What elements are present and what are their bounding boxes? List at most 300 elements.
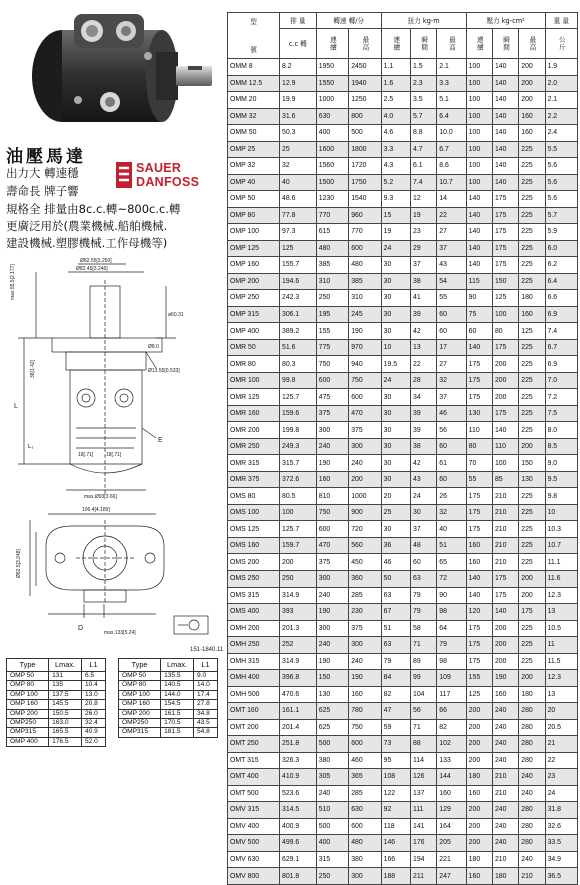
spec-row-cell: 110 — [492, 438, 518, 455]
spec-row — [228, 339, 578, 356]
spec-row-cell: 6.4 — [545, 273, 577, 290]
dim-row-cell: 43.5 — [193, 719, 217, 728]
spec-row-cell: OMR 315 — [228, 455, 280, 472]
dim-row — [7, 690, 106, 699]
spec-row-cell: 75 — [466, 306, 492, 323]
dim-row — [119, 672, 218, 681]
spec-row-cell: 5.7 — [545, 207, 577, 224]
spec-row-cell: 5.5 — [545, 141, 577, 158]
spec-row-cell: 30 — [381, 306, 410, 323]
spec-row — [228, 422, 578, 439]
spec-row-cell: 175 — [492, 191, 518, 208]
spec-row-cell: 140 — [492, 604, 518, 621]
label-len-38: 38[1.42] — [30, 359, 36, 378]
spec-row-cell: 630 — [349, 802, 381, 819]
dim-row-cell: 54.8 — [193, 728, 217, 737]
spec-row-cell: 22 — [437, 207, 466, 224]
spec-row-cell: 5.2 — [381, 174, 410, 191]
spec-row-cell: 126 — [411, 769, 437, 786]
dim-row — [7, 700, 106, 709]
label-dim-18a: 18[.71] — [78, 452, 94, 458]
spec-row-cell: 100 — [280, 504, 317, 521]
dim-row — [119, 700, 218, 709]
spec-row-cell: 410.9 — [280, 769, 317, 786]
spec-row-cell: 19.5 — [381, 356, 410, 373]
feature-line-2: 壽命長 牌子響 — [6, 184, 79, 198]
spec-row-cell: 300 — [349, 868, 381, 885]
spec-row-cell: 247 — [437, 868, 466, 885]
spec-row-cell: 10.0 — [437, 125, 466, 142]
spec-row-cell: 372.6 — [280, 471, 317, 488]
spec-row-cell: OMP 315 — [228, 306, 280, 323]
spec-row-cell: 750 — [349, 372, 381, 389]
dim-row-cell: OMP 80 — [7, 681, 49, 690]
spec-row-cell: 775 — [316, 339, 348, 356]
spec-row-cell: OMP 25 — [228, 141, 280, 158]
spec-row-cell: 200 — [466, 835, 492, 852]
spec-row-cell: 10 — [545, 504, 577, 521]
spec-row-cell: 100 — [466, 174, 492, 191]
spec-row-cell: 190 — [316, 604, 348, 621]
spec-row-cell: 22 — [545, 752, 577, 769]
spec-row — [228, 769, 578, 786]
spec-row-cell: 150 — [492, 273, 518, 290]
spec-row-cell: OMP 100 — [228, 224, 280, 241]
spec-row-cell: 310 — [349, 290, 381, 307]
spec-row-cell: 221 — [437, 851, 466, 868]
spec-row-cell: 175 — [492, 257, 518, 274]
spec-row-cell: 50.3 — [280, 125, 317, 142]
spec-row-cell: 20 — [381, 488, 410, 505]
dimension-table-header — [7, 659, 106, 672]
spec-row-cell: 25 — [381, 504, 410, 521]
dimension-table-right — [118, 658, 218, 738]
spec-row-cell: 249.3 — [280, 438, 317, 455]
spec-row — [228, 125, 578, 142]
spec-row-cell: 140 — [492, 92, 518, 109]
dim-row-cell: OMP 50 — [119, 672, 161, 681]
spec-row-cell: 159.6 — [280, 405, 317, 422]
spec-row-cell: 48.6 — [280, 191, 317, 208]
dim-header-type: Type — [7, 659, 49, 672]
spec-row-cell: 310 — [316, 273, 348, 290]
header-torque-max: 最高 — [447, 35, 456, 52]
spec-row-cell: 400.9 — [280, 818, 317, 835]
spec-row-cell: 365 — [349, 769, 381, 786]
spec-row-cell: 73 — [381, 736, 410, 753]
spec-row-cell: 60 — [437, 438, 466, 455]
spec-row-cell: 32 — [437, 504, 466, 521]
spec-row-cell: OMP 32 — [228, 158, 280, 175]
spec-row-cell: 210 — [492, 521, 518, 538]
spec-row-cell: 140 — [492, 158, 518, 175]
spec-row-cell: 510 — [316, 802, 348, 819]
spec-row-cell: 30 — [381, 290, 410, 307]
spec-row-cell: 175 — [466, 637, 492, 654]
spec-row-cell: 175 — [492, 339, 518, 356]
spec-row — [228, 75, 578, 92]
dim-row-cell: 163.0 — [49, 719, 82, 728]
spec-row — [228, 818, 578, 835]
spec-row-cell: 625 — [316, 703, 348, 720]
spec-row-cell: 720 — [349, 521, 381, 538]
brand-danfoss: DANFOSS — [136, 175, 200, 189]
spec-row-cell: 55 — [437, 290, 466, 307]
spec-row-cell: 2.2 — [545, 108, 577, 125]
dim-row-cell: 137.5 — [49, 690, 82, 699]
spec-row-cell: 600 — [349, 736, 381, 753]
spec-row-cell: 600 — [349, 389, 381, 406]
spec-row — [228, 521, 578, 538]
spec-row-cell: 200 — [519, 570, 545, 587]
spec-row-cell: 201.4 — [280, 719, 317, 736]
spec-row-cell: OMR 100 — [228, 372, 280, 389]
spec-row — [228, 587, 578, 604]
spec-row-cell: 1720 — [349, 158, 381, 175]
spec-row-cell: 250 — [316, 868, 348, 885]
header-pressure-max: 最高 — [527, 35, 536, 52]
spec-row-cell: 120 — [466, 604, 492, 621]
spec-row — [228, 455, 578, 472]
spec-row-cell: 155.7 — [280, 257, 317, 274]
spec-row-cell: 125 — [492, 290, 518, 307]
dim-row-cell: 27.8 — [193, 700, 217, 709]
spec-row-cell: 470 — [316, 537, 348, 554]
dim-row — [7, 728, 106, 737]
spec-row-cell: 252 — [280, 637, 317, 654]
label-max-width: max.133[5.24] — [104, 630, 136, 636]
spec-row-cell: OMR 160 — [228, 405, 280, 422]
spec-row-cell: 54 — [437, 273, 466, 290]
spec-row-cell: 175 — [466, 389, 492, 406]
spec-row-cell: 240 — [519, 851, 545, 868]
spec-row-cell: 188 — [381, 868, 410, 885]
spec-row — [228, 405, 578, 422]
spec-row-cell: 71 — [411, 637, 437, 654]
product-title: 油壓馬達 — [6, 147, 86, 167]
spec-row-cell: 225 — [519, 257, 545, 274]
spec-row-cell: 210 — [492, 785, 518, 802]
spec-row-cell: 11.5 — [545, 653, 577, 670]
spec-row-cell: 160 — [437, 785, 466, 802]
dim-row-cell: 140.5 — [161, 681, 194, 690]
spec-row-cell: 201.3 — [280, 620, 317, 637]
spec-row-cell: 1.5 — [411, 59, 437, 76]
header-speed: 轉速 轉/分 — [316, 13, 381, 29]
spec-row-cell: 34.9 — [545, 851, 577, 868]
spec-row-cell: 242.3 — [280, 290, 317, 307]
label-max-len: max.55.5[2.177] — [10, 264, 16, 300]
spec-row-cell: 32 — [280, 158, 317, 175]
spec-row-cell: 300 — [316, 422, 348, 439]
spec-row-cell: 389.2 — [280, 323, 317, 340]
spec-row-cell: OMP 40 — [228, 174, 280, 191]
dim-row-cell: OMP250 — [7, 719, 49, 728]
spec-row-cell: 99.8 — [280, 372, 317, 389]
spec-row-cell: OMH 400 — [228, 670, 280, 687]
spec-row — [228, 785, 578, 802]
spec-row-cell: 51 — [437, 537, 466, 554]
spec-row-cell: 200 — [492, 637, 518, 654]
spec-row-cell: 210 — [492, 488, 518, 505]
spec-row-cell: 200 — [466, 736, 492, 753]
spec-row-cell: 4.3 — [381, 158, 410, 175]
spec-row — [228, 670, 578, 687]
spec-row-cell: 175 — [466, 620, 492, 637]
spec-row-cell: 125 — [466, 686, 492, 703]
spec-row — [228, 372, 578, 389]
spec-row-cell: 7.4 — [545, 323, 577, 340]
spec-row-cell: 11 — [545, 637, 577, 654]
spec-row-cell: 63 — [411, 570, 437, 587]
spec-row-cell: 84 — [381, 670, 410, 687]
spec-row-cell: 30 — [381, 438, 410, 455]
spec-row-cell: OMV 400 — [228, 818, 280, 835]
spec-row-cell: OMM 8 — [228, 59, 280, 76]
spec-row-cell: 175 — [466, 504, 492, 521]
spec-row-cell: 70 — [466, 455, 492, 472]
label-flange-dia-top: Ø82.55[3.250] — [80, 258, 112, 264]
spec-row-cell: 111 — [411, 802, 437, 819]
spec-row-cell: 97.3 — [280, 224, 317, 241]
dim-row-cell: OMP315 — [119, 728, 161, 737]
spec-row — [228, 570, 578, 587]
spec-row-cell: 11.6 — [545, 570, 577, 587]
header-pressure-cont: 連續 — [475, 35, 484, 52]
spec-row — [228, 141, 578, 158]
spec-row-cell: 159.7 — [280, 537, 317, 554]
dim-row — [119, 719, 218, 728]
spec-row-cell: 21 — [545, 736, 577, 753]
spec-row-cell: 285 — [349, 785, 381, 802]
spec-row-cell: 225 — [519, 273, 545, 290]
spec-row-cell: 460 — [349, 752, 381, 769]
spec-row-cell: 64 — [437, 620, 466, 637]
dim-row-cell: OMP 200 — [7, 709, 49, 718]
spec-row-cell: 30 — [381, 455, 410, 472]
spec-row-cell: 160 — [519, 125, 545, 142]
spec-row-cell: 629.1 — [280, 851, 317, 868]
callout-l: L — [14, 403, 18, 410]
spec-row-cell: 470.6 — [280, 686, 317, 703]
spec-row-cell: 230 — [349, 604, 381, 621]
spec-row-cell: 36 — [381, 537, 410, 554]
spec-row-cell: 1250 — [349, 92, 381, 109]
spec-row-cell: 24 — [381, 372, 410, 389]
keyway-symbol-icon — [174, 616, 208, 634]
spec-row-cell: 6.9 — [545, 356, 577, 373]
spec-row-cell: 225 — [519, 537, 545, 554]
header-torque-peak: 瞬間 — [419, 35, 428, 52]
spec-row-cell: OMT 315 — [228, 752, 280, 769]
spec-row-cell: 326.3 — [280, 752, 317, 769]
spec-row-cell: 1950 — [316, 59, 348, 76]
spec-row-cell: OMV 500 — [228, 835, 280, 852]
spec-row-cell: OMM 32 — [228, 108, 280, 125]
dim-row-cell: 17.4 — [193, 690, 217, 699]
spec-row-cell: 6.7 — [545, 339, 577, 356]
spec-row-cell: 210 — [492, 537, 518, 554]
spec-row-cell: 122 — [381, 785, 410, 802]
spec-row — [228, 835, 578, 852]
spec-row-cell: 770 — [349, 224, 381, 241]
spec-row-cell: 780 — [349, 703, 381, 720]
spec-row-cell: 500 — [316, 736, 348, 753]
dim-row-cell: 165.5 — [49, 728, 82, 737]
spec-row-cell: 160 — [466, 537, 492, 554]
spec-row-cell: 19 — [411, 207, 437, 224]
spec-row-cell: 42 — [411, 455, 437, 472]
spec-row-cell: 32 — [437, 372, 466, 389]
spec-row — [228, 306, 578, 323]
spec-row-cell: 114 — [411, 752, 437, 769]
spec-row-cell: 200 — [466, 703, 492, 720]
callout-l1: L₁ — [28, 444, 34, 450]
spec-row-cell: 8.0 — [545, 422, 577, 439]
header-speed-cont: 連續 — [328, 35, 337, 52]
spec-row-cell: 500 — [316, 818, 348, 835]
spec-row-cell: 33.5 — [545, 835, 577, 852]
spec-row-cell: OMH 500 — [228, 686, 280, 703]
spec-row-cell: 385 — [349, 273, 381, 290]
spec-row-cell: 300 — [316, 570, 348, 587]
dim-row-cell: OMP315 — [7, 728, 49, 737]
spec-row-cell: 801.8 — [280, 868, 317, 885]
spec-row-cell: 190 — [316, 455, 348, 472]
spec-row-cell: 180 — [519, 686, 545, 703]
spec-row-cell: 31.8 — [545, 802, 577, 819]
spec-row-cell: 7.0 — [545, 372, 577, 389]
spec-row-cell: 225 — [519, 554, 545, 571]
spec-row-cell: 6.6 — [545, 290, 577, 307]
spec-row — [228, 158, 578, 175]
spec-row-cell: 375 — [316, 405, 348, 422]
spec-row-cell: 240 — [316, 587, 348, 604]
spec-row-cell: 88 — [411, 736, 437, 753]
spec-row-cell: 12.9 — [280, 75, 317, 92]
spec-row-cell: 250 — [280, 570, 317, 587]
spec-row-cell: 225 — [519, 207, 545, 224]
spec-row-cell: OMS 200 — [228, 554, 280, 571]
spec-row-cell: 82 — [437, 719, 466, 736]
spec-row-cell: 500 — [349, 125, 381, 142]
spec-row-cell: 1.9 — [545, 59, 577, 76]
spec-row-cell: 225 — [519, 488, 545, 505]
spec-row-cell: 195 — [316, 306, 348, 323]
spec-row-cell: 940 — [349, 356, 381, 373]
spec-row-cell: 200 — [466, 719, 492, 736]
spec-row — [228, 802, 578, 819]
spec-row-cell: 34 — [411, 389, 437, 406]
spec-row-cell: 160 — [519, 108, 545, 125]
spec-row-cell: 12.3 — [545, 587, 577, 604]
spec-row-cell: 5.7 — [411, 108, 437, 125]
header-torque: 扭力 kg-m — [381, 13, 466, 29]
spec-row-cell: 480 — [349, 835, 381, 852]
spec-row-cell: 29 — [411, 240, 437, 257]
spec-row-cell: 160 — [492, 686, 518, 703]
dim-row-cell: OMP250 — [119, 719, 161, 728]
spec-row-cell: 190 — [349, 670, 381, 687]
spec-row-cell: 20.5 — [545, 719, 577, 736]
spec-row-cell: 240 — [492, 736, 518, 753]
spec-row-cell: 38 — [411, 438, 437, 455]
spec-row-cell: 380 — [349, 851, 381, 868]
spec-row-cell: 60 — [437, 323, 466, 340]
spec-row-cell: 200 — [519, 92, 545, 109]
spec-row-cell: 225 — [519, 620, 545, 637]
spec-row-cell: 60 — [411, 554, 437, 571]
spec-row-cell: 39 — [411, 422, 437, 439]
spec-row-cell: 200 — [466, 802, 492, 819]
label-key-height: ø60.31 — [168, 312, 184, 318]
dim-row-cell: 145.5 — [49, 700, 82, 709]
spec-row-cell: OMT 250 — [228, 736, 280, 753]
spec-row-cell: 240 — [519, 769, 545, 786]
spec-row-cell: 30 — [381, 257, 410, 274]
spec-row-cell: OMV 630 — [228, 851, 280, 868]
spec-row — [228, 438, 578, 455]
spec-row-cell: OMR 250 — [228, 438, 280, 455]
spec-row-cell: 2.3 — [411, 75, 437, 92]
spec-row-cell: 300 — [316, 620, 348, 637]
spec-row-cell: 30 — [381, 323, 410, 340]
spec-row-cell: 200 — [492, 372, 518, 389]
spec-row-cell: 161.1 — [280, 703, 317, 720]
spec-row-cell: 3.3 — [381, 141, 410, 158]
spec-row-cell: 30 — [381, 405, 410, 422]
spec-row-cell: 24 — [381, 240, 410, 257]
spec-row-cell: 9.0 — [545, 455, 577, 472]
dim-row — [119, 690, 218, 699]
spec-row-cell: 36.5 — [545, 868, 577, 885]
spec-row-cell: 71 — [411, 719, 437, 736]
spec-row-cell: 164 — [437, 818, 466, 835]
spec-row-cell: 144 — [437, 769, 466, 786]
spec-row — [228, 653, 578, 670]
spec-row-cell: 80 — [492, 323, 518, 340]
spec-row-cell: 3.5 — [411, 92, 437, 109]
spec-row-cell: 240 — [492, 802, 518, 819]
spec-row-cell: 175 — [492, 240, 518, 257]
spec-row-cell: OMS 160 — [228, 537, 280, 554]
spec-row-cell: 50 — [381, 570, 410, 587]
spec-row-cell: 10.7 — [545, 537, 577, 554]
spec-header-row-2 — [228, 29, 578, 59]
dim-row-cell: 176.5 — [49, 737, 82, 746]
dim-header-l1: L1 — [193, 659, 217, 672]
feature-line-4: 更廣泛用於(農業機械.船舶機械. — [6, 219, 168, 233]
spec-row-cell: 200 — [492, 389, 518, 406]
spec-row-cell: 400 — [316, 125, 348, 142]
spec-row-cell: 23 — [545, 769, 577, 786]
spec-row-cell: 225 — [519, 637, 545, 654]
dim-row-cell: 34.8 — [193, 709, 217, 718]
spec-row-cell: 65 — [437, 554, 466, 571]
spec-row-cell: 200 — [280, 554, 317, 571]
spec-row-cell: 190 — [349, 323, 381, 340]
spec-row-cell: 140 — [492, 59, 518, 76]
spec-row-cell: 24 — [545, 785, 577, 802]
spec-row-cell: 450 — [349, 554, 381, 571]
spec-row-cell: 150 — [519, 455, 545, 472]
spec-row-cell: 240 — [349, 653, 381, 670]
dim-row-cell: OMP 100 — [7, 690, 49, 699]
spec-row-cell: OMV 800 — [228, 868, 280, 885]
spec-row-cell: 37 — [411, 521, 437, 538]
spec-row — [228, 703, 578, 720]
spec-row — [228, 488, 578, 505]
